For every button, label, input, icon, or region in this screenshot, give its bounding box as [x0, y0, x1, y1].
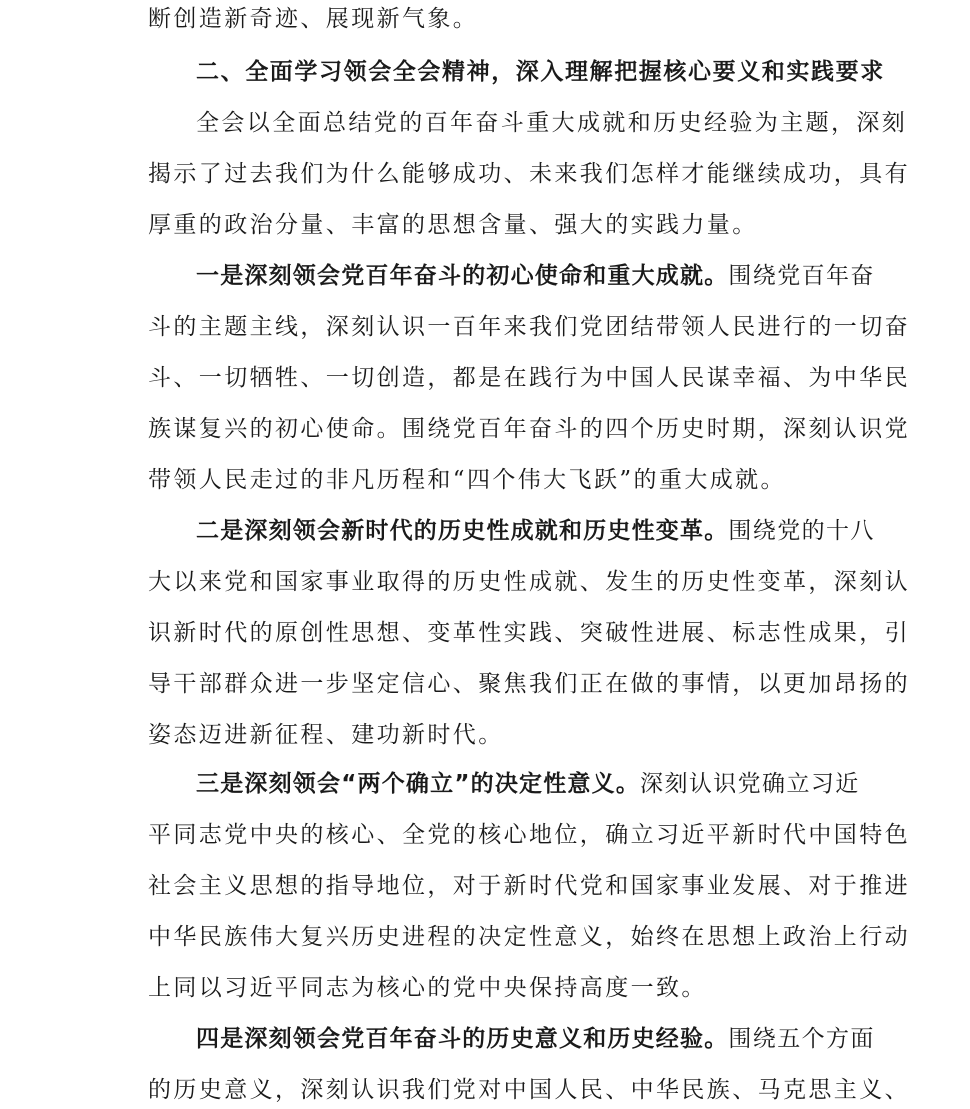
paragraph-line: 社会主义思想的指导地位，对于新时代党和国家事业发展、对于推进	[148, 873, 910, 899]
point-1-first-line	[196, 261, 875, 291]
paragraph-line: 带领人民走过的非凡历程和“四个伟大飞跃”的重大成就。	[148, 467, 786, 493]
point-4-title: 四是深刻领会党百年奋斗的历史意义和历史经验。	[196, 1026, 729, 1052]
point-3-first-line	[196, 769, 860, 799]
point-4-first-line	[196, 1024, 875, 1054]
point-1-title: 一是深刻领会党百年奋斗的初心使命和重大成就。	[196, 263, 729, 289]
paragraph-line: 上同以习近平同志为核心的党中央保持高度一致。	[148, 975, 707, 1001]
paragraph-line: 断创造新奇迹、展现新气象。	[148, 6, 479, 32]
paragraph-line: 中华民族伟大复兴历史进程的决定性意义，始终在思想上政治上行动	[148, 924, 910, 950]
paragraph-line: 导干部群众进一步坚定信心、聚焦我们正在做的事情，以更加昂扬的	[148, 671, 910, 697]
point-1-text: 围绕党百年奋	[728, 263, 875, 289]
point-2-first-line	[196, 516, 875, 546]
paragraph-line: 族谋复兴的初心使命。围绕党百年奋斗的四个历史时期，深刻认识党	[148, 416, 910, 442]
paragraph-line: 识新时代的原创性思想、变革性实践、突破性进展、标志性成果，引	[148, 620, 910, 646]
paragraph-line: 姿态迈进新征程、建功新时代。	[148, 722, 504, 748]
point-2-title: 二是深刻领会新时代的历史性成就和历史性变革。	[196, 518, 729, 544]
paragraph-line: 厚重的政治分量、丰富的思想含量、强大的实践力量。	[148, 212, 758, 238]
paragraph-line: 斗的主题主线，深刻认识一百年来我们党团结带领人民进行的一切奋	[148, 314, 910, 340]
paragraph-line: 斗、一切牺牲、一切创造，都是在践行为中国人民谋幸福、为中华民	[148, 365, 910, 391]
section-heading: 二、全面学习领会全会精神，深入理解把握核心要义和实践要求	[196, 59, 885, 85]
paragraph-line: 全会以全面总结党的百年奋斗重大成就和历史经验为主题，深刻	[196, 110, 908, 136]
paragraph-line: 大以来党和国家事业取得的历史性成就、发生的历史性变革，深刻认	[148, 569, 910, 595]
point-3-title: 三是深刻领会“两个确立”的决定性意义。	[196, 771, 641, 797]
paragraph-line: 平同志党中央的核心、全党的核心地位，确立习近平新时代中国特色	[148, 822, 910, 848]
paragraph-line: 的历史意义，深刻认识我们党对中国人民、中华民族、马克思主义、	[148, 1077, 910, 1103]
paragraph-line: 揭示了过去我们为什么能够成功、未来我们怎样才能继续成功，具有	[148, 161, 910, 187]
point-2-text: 围绕党的十八	[728, 518, 875, 544]
point-3-text: 深刻认识党确立习近	[640, 771, 860, 797]
point-4-text: 围绕五个方面	[728, 1026, 875, 1052]
